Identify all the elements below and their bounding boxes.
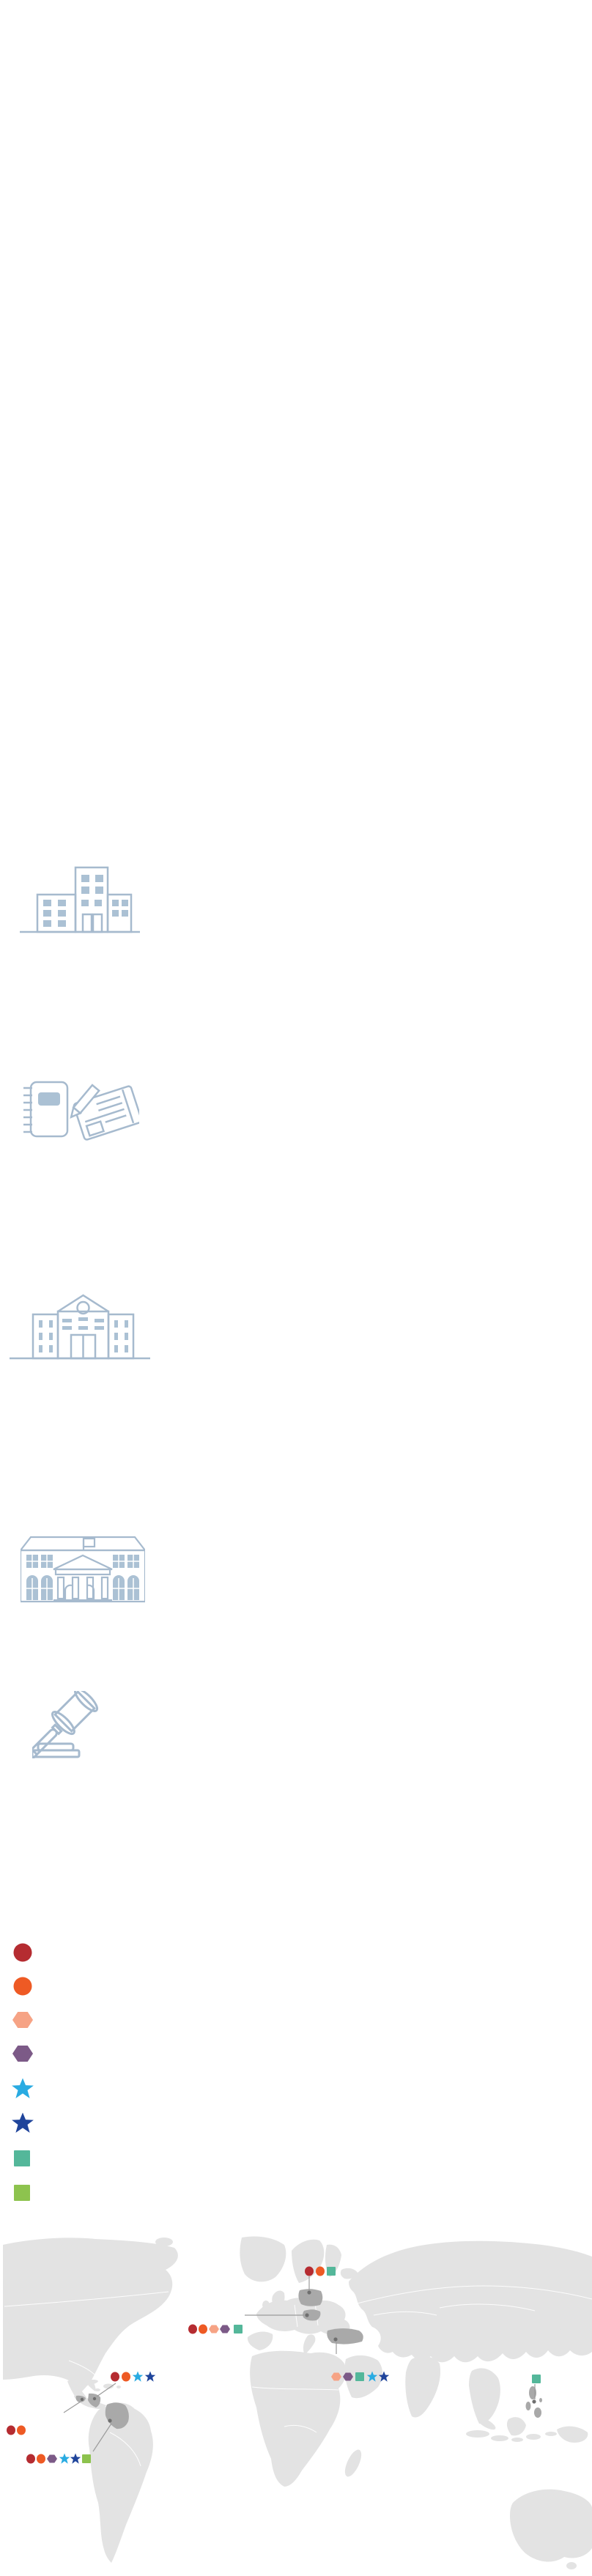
legend-marker-dark_red-circle	[14, 1944, 32, 1962]
map-marker-hungary-purple-hexagon[interactable]	[220, 2325, 230, 2333]
legend-marker-purple-hexagon	[12, 2045, 33, 2062]
map-marker-hungary-peach-hexagon[interactable]	[209, 2325, 219, 2333]
map-marker-colombia-green-square[interactable]	[82, 2454, 91, 2463]
university-icon	[10, 1292, 150, 1360]
map-marker-philippines-teal-square[interactable]	[532, 2375, 541, 2383]
legend-marker-orange-circle	[14, 1977, 32, 1996]
map-marker-turkey-teal-square[interactable]	[355, 2372, 364, 2381]
map-marker-hungary-dark_red-circle[interactable]	[188, 2325, 197, 2334]
map-marker-turkey-peach-hexagon[interactable]	[331, 2372, 341, 2381]
map-marker-el-salvador-dark_red-circle[interactable]	[7, 2426, 15, 2435]
map-marker-poland-dark_red-circle[interactable]	[305, 2267, 314, 2276]
map-marker-nicaragua-navy-star[interactable]	[145, 2372, 156, 2383]
news-media-icon	[22, 1079, 139, 1141]
map-marker-turkey-purple-hexagon[interactable]	[343, 2372, 353, 2381]
government-building-icon	[21, 1536, 145, 1603]
legend-marker-navy-star	[12, 2113, 34, 2134]
map-marker-turkey-light_blue-star[interactable]	[367, 2372, 378, 2383]
map-marker-nicaragua-light_blue-star[interactable]	[133, 2372, 144, 2383]
legend-marker-peach-hexagon	[12, 2011, 33, 2029]
legend-marker-teal-square	[14, 2150, 30, 2166]
map-marker-colombia-purple-hexagon[interactable]	[47, 2454, 57, 2463]
map-marker-hungary-orange-circle[interactable]	[199, 2325, 207, 2334]
map-marker-colombia-orange-circle[interactable]	[37, 2454, 45, 2464]
legend-marker-green-square	[14, 2185, 30, 2201]
map-marker-turkey-navy-star[interactable]	[379, 2372, 390, 2383]
office-building-icon	[20, 866, 140, 933]
map-marker-poland-teal-square[interactable]	[327, 2267, 336, 2276]
map-marker-poland-orange-circle[interactable]	[316, 2267, 325, 2276]
map-marker-layer	[0, 2235, 592, 2576]
world-map	[0, 2235, 592, 2576]
map-marker-colombia-light_blue-star[interactable]	[59, 2454, 70, 2465]
map-marker-colombia-dark_red-circle[interactable]	[26, 2454, 35, 2464]
legend-marker-light_blue-star	[12, 2079, 34, 2100]
map-marker-colombia-navy-star[interactable]	[70, 2454, 81, 2465]
map-marker-el-salvador-orange-circle[interactable]	[17, 2426, 26, 2435]
map-marker-nicaragua-dark_red-circle[interactable]	[111, 2372, 119, 2382]
map-marker-nicaragua-orange-circle[interactable]	[122, 2372, 130, 2382]
map-marker-hungary-teal-square[interactable]	[234, 2325, 243, 2333]
justice-gavel-icon	[32, 1691, 136, 1758]
